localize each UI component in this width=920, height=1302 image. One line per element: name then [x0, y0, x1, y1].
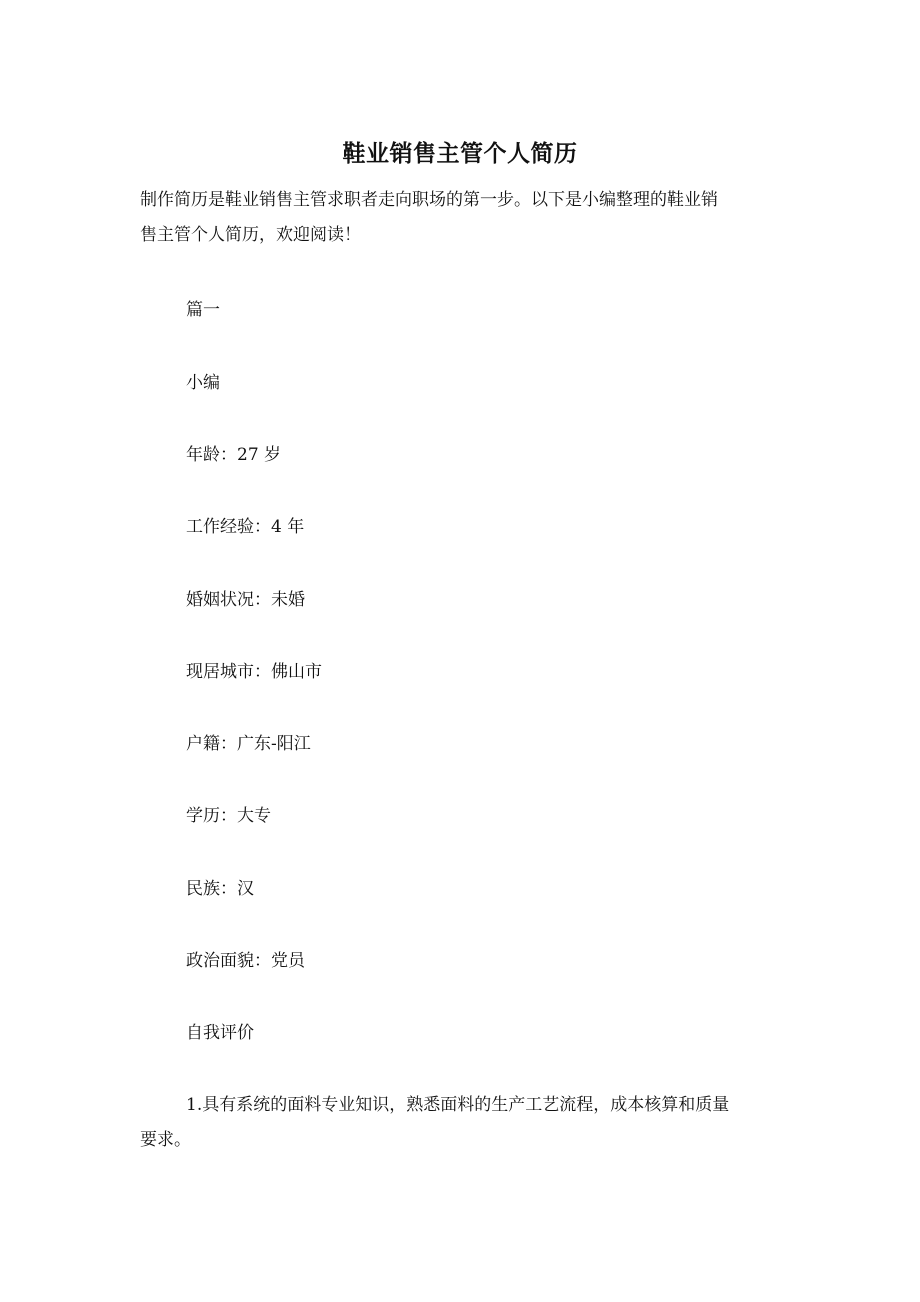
- experience-field: 工作经验：4 年: [186, 517, 305, 537]
- intro-line-2: 售主管个人简历，欢迎阅读！: [140, 225, 361, 245]
- age-field: 年龄：27 岁: [186, 445, 282, 465]
- ethnicity-field: 民族：汉: [186, 879, 254, 899]
- section-label: 篇一: [186, 300, 220, 320]
- hukou-field: 户籍：广东-阳江: [186, 734, 311, 754]
- marital-status-field: 婚姻状况：未婚: [186, 590, 305, 610]
- intro-paragraph: [140, 183, 780, 253]
- intro-line-1: 制作简历是鞋业销售主管求职者走向职场的第一步。以下是小编整理的鞋业销: [140, 190, 718, 210]
- resume-name: 小编: [186, 373, 220, 393]
- political-status-field: 政治面貌：党员: [186, 951, 305, 971]
- education-field: 学历：大专: [186, 806, 271, 826]
- self-evaluation-heading: 自我评价: [186, 1023, 254, 1043]
- city-field: 现居城市：佛山市: [186, 662, 322, 682]
- eval-item-1-line-1: 1.具有系统的面料专业知识，熟悉面料的生产工艺流程，成本核算和质量: [186, 1095, 730, 1115]
- eval-item-1-line-2: 要求。: [140, 1130, 191, 1150]
- self-evaluation-item-1: [140, 1088, 780, 1158]
- document-title: 鞋业销售主管个人简历: [342, 140, 578, 167]
